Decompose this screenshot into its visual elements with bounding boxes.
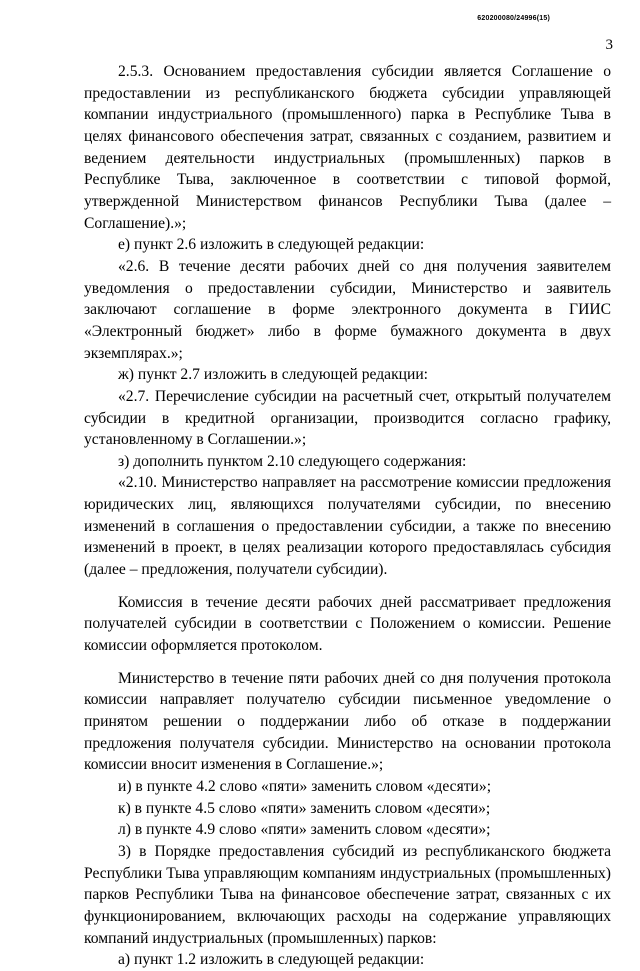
- paragraph-amend-a: а) пункт 1.2 изложить в следующей редакции:: [118, 951, 425, 969]
- paragraph-2-7: «2.7. Перечисление субсидии на расчетный счет, открытый получателем субсидии в кредитной организации, производится согласно графику, установленному в Соглашении.»;: [84, 387, 611, 449]
- paragraph-commission: Комиссия в течение десяти рабочих дней рассматривает предложения получателей субсидии в соответствии с Положением о комиссии. Решение комиссии оформляется протоколом.: [84, 593, 611, 655]
- paragraph-2-10: «2.10. Министерство направляет на рассмотрение комиссии предложения юридических лиц, являющихся получателями субсидии, по внесению изменений в соглашения о предоставлении субсидии, а также по внесению изменений в проект, в целях реализации которого предоставлялась субсидия (далее – предложения, получатели субсидии).: [84, 474, 611, 579]
- paragraph-amend-i: и) в пункте 4.2 слово «пяти» заменить словом «десяти»;: [118, 778, 492, 795]
- paragraph-ministry-notice: Министерство в течение пяти рабочих дней со дня получения протокола комиссии направляет получателю субсидии письменное уведомление о принятом решении о поддержании либо об отказе в поддержании предложения получателя субсидии. Министерство на основании протокола комиссии вносит изменения в Соглашение.»;: [84, 669, 611, 774]
- document-body: [84, 61, 611, 971]
- paragraph-amend-z: з) дополнить пунктом 2.10 следующего содержания:: [118, 452, 467, 470]
- page-number: 3: [605, 37, 613, 53]
- paragraph-amend-zh: ж) пункт 2.7 изложить в следующей редакции:: [118, 366, 429, 384]
- paragraph-amend-k: к) в пункте 4.5 слово «пяти» заменить словом «десяти»;: [118, 799, 491, 817]
- paragraph-2-6: «2.6. В течение десяти рабочих дней со дня получения заявителем уведомления о предоставлении субсидии, Министерство и заявитель заключают соглашение в форме электронного документа в ГИИС «Электронный бюджет» либо в форме бумажного документа в двух экземплярах.»;: [84, 257, 611, 362]
- paragraph-amend-l: л) в пункте 4.9 слово «пяти» заменить словом «десяти»;: [118, 821, 491, 839]
- document-registration-number: 620200080/24996(15): [477, 15, 550, 22]
- paragraph-item-3: 3) в Порядке предоставления субсидий из республиканского бюджета Республики Тыва управляющим компаниям индустриальных (промышленных) парков Республики Тыва на финансовое обеспечение затрат, связанных с их функционированием, включающих расходы на содержание управляющих компаний индустриальных (промышленных) парков:: [84, 842, 611, 947]
- paragraph-2-5-3: 2.5.3. Основанием предоставления субсидии является Соглашение о предоставлении из республиканского бюджета субсидии управляющей компании индустриального (промышленного) парка в Республике Тыва в целях финансового обеспечения затрат, связанных с созданием, развитием и ведением деятельности индустриальных (промышленных) парков в Республике Тыва, заключенное в соответствии с типовой формой, утвержденной Министерством финансов Республики Тыва (далее – Соглашение).»;: [84, 63, 611, 232]
- paragraph-amend-e: е) пункт 2.6 изложить в следующей редакции:: [118, 236, 425, 254]
